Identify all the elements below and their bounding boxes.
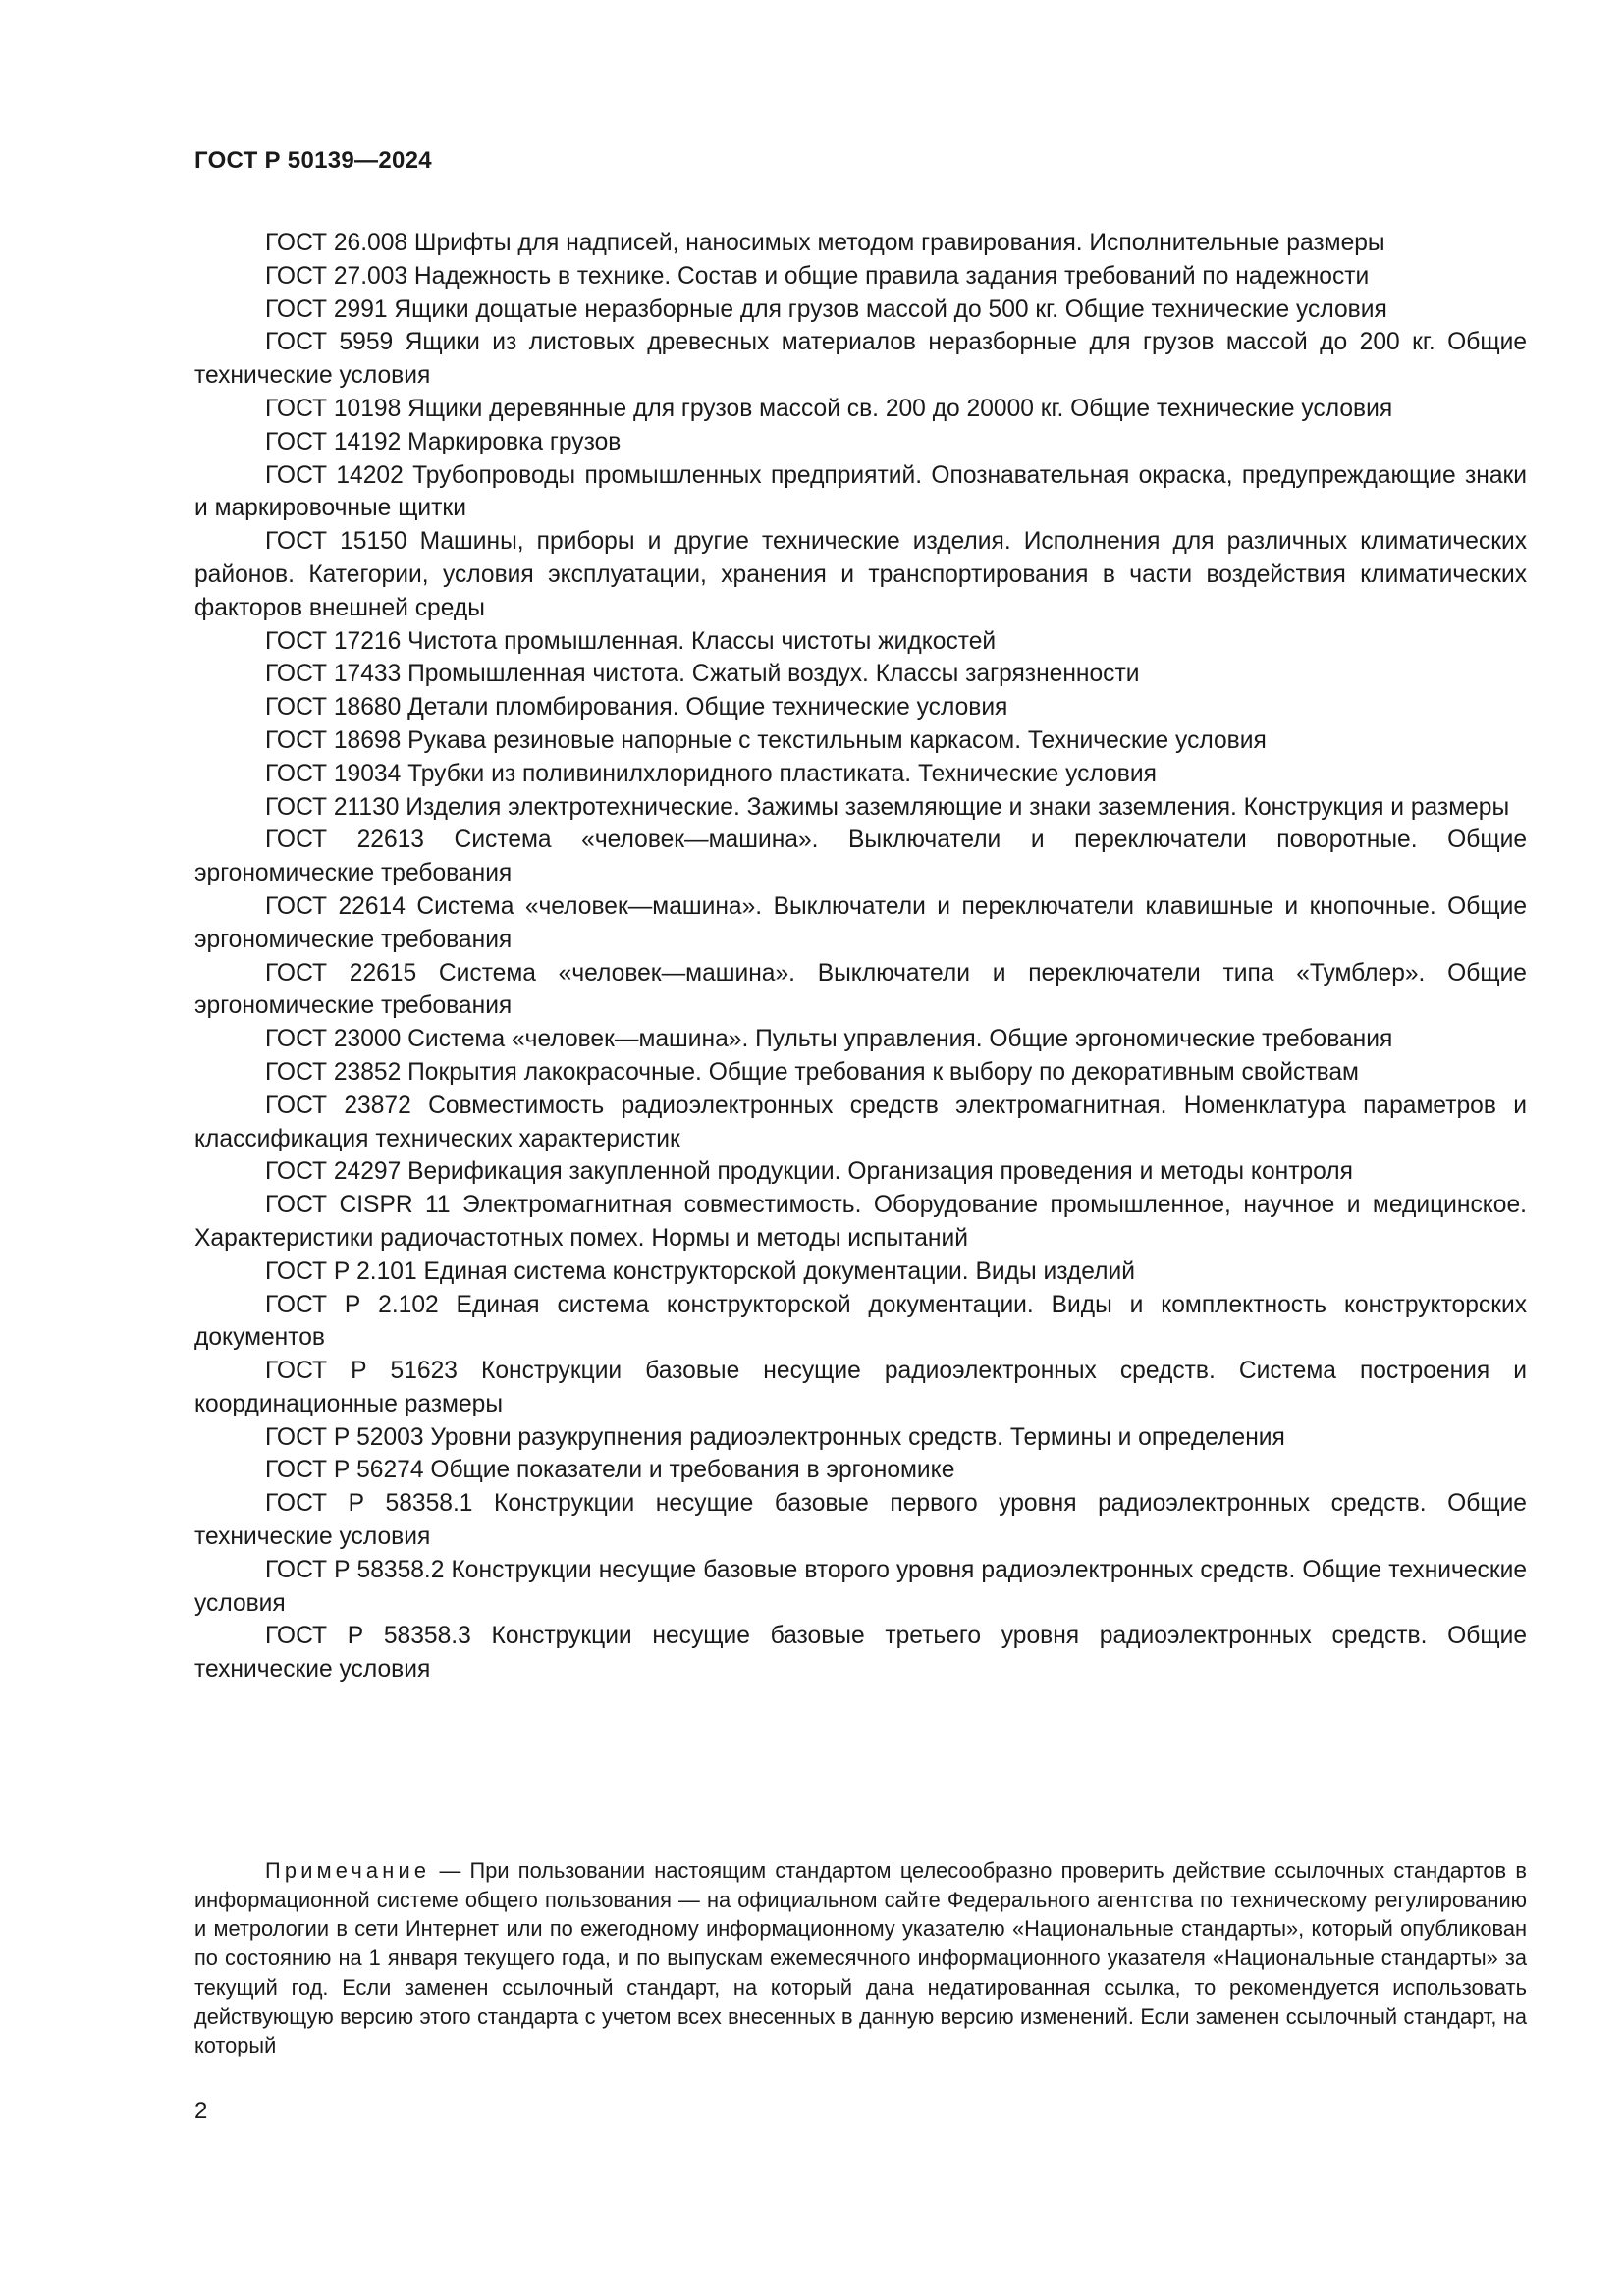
note-paragraph — [194, 1856, 1527, 2060]
reference-item: ГОСТ CISPR 11 Электромагнитная совместимость. Оборудование промышленное, научное и медицинское. Характеристики радиочастотных помех. Нормы и методы испытаний — [194, 1192, 1527, 1252]
reference-item: ГОСТ 22614 Система «человек—машина». Выключатели и переключатели клавишные и кнопочные. Общие эргономические требования — [194, 892, 1527, 953]
normative-references-list — [194, 227, 1527, 1686]
reference-item: ГОСТ Р 2.101 Единая система конструкторской документации. Виды изделий — [265, 1257, 1135, 1285]
reference-item: ГОСТ Р 58358.3 Конструкции несущие базовые третьего уровня радиоэлектронных средств. Общие технические условия — [194, 1623, 1527, 1683]
reference-item: ГОСТ 22613 Система «человек—машина». Выключатели и переключатели поворотные. Общие эргономические требования — [194, 827, 1527, 887]
reference-item: ГОСТ 23872 Совместимость радиоэлектронных средств электромагнитная. Номенклатура параметров и классификация технических характеристик — [194, 1092, 1527, 1152]
reference-item: ГОСТ 14192 Маркировка грузов — [265, 428, 622, 455]
reference-item: ГОСТ 22615 Система «человек—машина». Выключатели и переключатели типа «Тумблер». Общие эргономические требования — [194, 959, 1527, 1020]
reference-item: ГОСТ 21130 Изделия электротехнические. Зажимы заземляющие и знаки заземления. Конструкция и размеры — [265, 793, 1510, 821]
note-label: Примечание — [265, 1858, 431, 1883]
reference-item: ГОСТ 27.003 Надежность в технике. Состав и общие правила задания требований по надежности — [265, 262, 1370, 290]
reference-item: ГОСТ 24297 Верификация закупленной продукции. Организация проведения и методы контроля — [265, 1158, 1353, 1186]
reference-item: ГОСТ 2991 Ящики дощатые неразборные для грузов массой до 500 кг. Общие технические условия — [265, 295, 1387, 323]
note-text: — При пользовании настоящим стандартом целесообразно проверить действие ссылочных стандартов в информационной системе общего пользования — на официальном сайте Федерального агентства по техническому регулированию и метрологии в сети Интернет или по ежегодному информационному указателю «Национальные стандарты», который опубликован по состоянию на 1 января текущего года, и по выпускам ежемесячного информационного указателя «Национальные стандарты» за текущий год. Если заменен ссылочный стандарт, на который дана недатированная ссылка, то рекомендуется использовать действующую версию этого стандарта с учетом всех внесенных в данную версию изменений. Если заменен ссылочный стандарт, на который — [194, 1858, 1527, 2058]
reference-item: ГОСТ 10198 Ящики деревянные для грузов массой св. 200 до 20000 кг. Общие технические условия — [265, 395, 1393, 422]
reference-item: ГОСТ Р 56274 Общие показатели и требования в эргономике — [265, 1457, 955, 1484]
reference-item: ГОСТ 15150 Машины, приборы и другие технические изделия. Исполнения для различных климатических районов. Категории, условия эксплуатации, хранения и транспортирования в части воздействия климатических факторов внешней среды — [194, 528, 1527, 621]
reference-item: ГОСТ 23852 Покрытия лакокрасочные. Общие требования к выбору по декоративным свойствам — [265, 1058, 1359, 1086]
reference-item: ГОСТ 5959 Ящики из листовых древесных материалов неразборные для грузов массой до 200 кг. Общие технические условия — [194, 329, 1527, 390]
reference-item: ГОСТ Р 58358.1 Конструкции несущие базовые первого уровня радиоэлектронных средств. Общие технические условия — [194, 1490, 1527, 1551]
reference-item: ГОСТ 17216 Чистота промышленная. Классы чистоты жидкостей — [265, 627, 997, 655]
reference-item: ГОСТ Р 2.102 Единая система конструкторской документации. Виды и комплектность конструкторских документов — [194, 1291, 1527, 1352]
reference-item: ГОСТ 18680 Детали пломбирования. Общие технические условия — [265, 694, 1008, 721]
reference-item: ГОСТ 23000 Система «человек—машина». Пульты управления. Общие эргономические требования — [265, 1026, 1393, 1053]
reference-item: ГОСТ Р 52003 Уровни разукрупнения радиоэлектронных средств. Термины и определения — [265, 1423, 1285, 1451]
page-number: 2 — [194, 2098, 208, 2124]
reference-item: ГОСТ 19034 Трубки из поливинилхлоридного пластиката. Технические условия — [265, 760, 1157, 787]
reference-item: ГОСТ Р 58358.2 Конструкции несущие базовые второго уровня радиоэлектронных средств. Общие технические условия — [194, 1556, 1527, 1617]
reference-item: ГОСТ 17433 Промышленная чистота. Сжатый воздух. Классы загрязненности — [265, 661, 1140, 688]
document-header: ГОСТ Р 50139—2024 — [194, 147, 432, 174]
reference-item: ГОСТ 14202 Трубопроводы промышленных предприятий. Опознавательная окраска, предупреждающие знаки и маркировочные щитки — [194, 461, 1527, 522]
reference-item: ГОСТ 18698 Рукава резиновые напорные с текстильным каркасом. Технические условия — [265, 726, 1267, 754]
reference-item: ГОСТ 26.008 Шрифты для надписей, наносимых методом гравирования. Исполнительные размеры — [265, 230, 1385, 256]
reference-item: ГОСТ Р 51623 Конструкции базовые несущие радиоэлектронных средств. Система построения и координационные размеры — [194, 1358, 1527, 1417]
